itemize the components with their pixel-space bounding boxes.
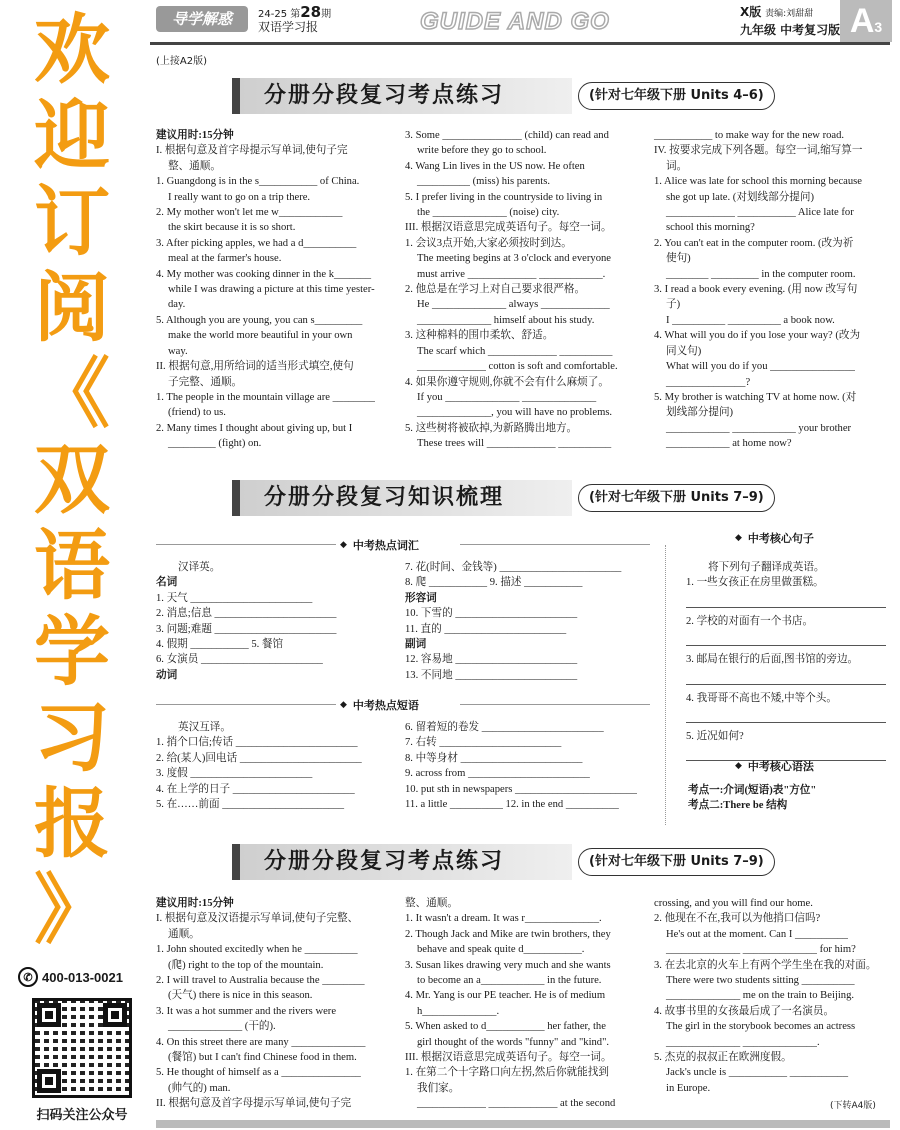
section2-scope: (针对七年级下册 Units 7–9) (578, 484, 775, 512)
text-line: 5. 在……前面 _______________________ (156, 799, 345, 811)
text-line: 4. On this street there are many ______________ (156, 1036, 366, 1048)
text-line: The scarf which _____________ __________ (417, 345, 613, 357)
text-line: 13. 不同地 _______________________ (405, 669, 578, 681)
column-divider (665, 545, 666, 825)
phrase-heading: ◆ 中考热点短语 (340, 699, 419, 712)
text-line: the skirt because it is so short. (168, 222, 296, 234)
continued-from: (上接A2版) (156, 56, 208, 67)
text-line: 1. 天气 _______________________ (156, 592, 313, 604)
text-line: 2. Though Jack and Mike are twin brothers, they (405, 928, 611, 940)
text-line: must arrive _____________ ____________. (417, 268, 606, 280)
text-line: 汉译英。 (178, 562, 221, 573)
banner-char: 订 (34, 177, 110, 266)
phone-icon: ✆ (18, 967, 38, 987)
text-line: IV. 按要求完成下列各题。每空一词,缩写算一 (654, 145, 863, 157)
text-line: 1. Alice was late for school this morning because (654, 176, 862, 188)
text-line: _______________? (666, 376, 751, 388)
text-line: 考点一:介词(短语)表"方位" (688, 785, 817, 796)
issue-year: 24-25 第 (258, 9, 301, 20)
text-line: 2. 学校的对面有一个书店。 (686, 614, 886, 646)
text-line: 3. Susan likes drawing very much and she wants (405, 959, 611, 971)
slogan: GUIDE AND GO (420, 8, 610, 35)
editor: 责编:刘甜甜 (765, 9, 814, 19)
edition: X版 (740, 5, 762, 19)
text-line: (餐馆) but I can't find Chinese food in them. (168, 1052, 357, 1064)
text-line: 5. 近况如何? (686, 729, 886, 761)
text-line: __________ (miss) his parents. (417, 176, 551, 188)
text-line: 4. Mr. Yang is our PE teacher. He is of medium (405, 990, 606, 1002)
grade: 九年级 中考复习版 (740, 23, 841, 37)
text-line: 1. John shouted excitedly when he __________ (156, 944, 358, 956)
text-line: _________ (fight) on. (168, 438, 262, 450)
text-line: 5. Although you are young, you can s_________ (156, 314, 363, 326)
text-line: If you ______________ ______________ (417, 391, 597, 403)
text-line: 2. 消息;信息 _______________________ (156, 608, 337, 620)
section3-col1 (156, 896, 388, 1112)
text-line: 6. 女演员 _______________________ (156, 654, 323, 666)
text-line: 3. 问题;难题 _______________________ (156, 623, 337, 635)
text-line: 副词 (405, 639, 427, 651)
text-line: 5. I prefer living in the countryside to living in (405, 191, 603, 203)
section3-title: 分册分段复习考点练习 (232, 844, 572, 880)
text-line: ______________ (干的). (168, 1021, 276, 1033)
text-line: The meeting begins at 3 o'clock and everyone (417, 253, 611, 265)
banner-char: 学 (34, 607, 110, 696)
text-line: 3. 这种棉料的围巾柔软、舒适。 (405, 330, 554, 342)
banner-char: 阅 (34, 263, 110, 352)
edition-info (740, 4, 840, 38)
text-line: Jack's uncle is ___________ ___________ (666, 1067, 848, 1079)
text-line: 5. My brother is watching TV at home now. (对 (654, 391, 857, 403)
page-number (840, 0, 892, 42)
banner-char: 报 (34, 779, 110, 868)
text-line: she got up late. (对划线部分提问) (666, 191, 814, 203)
banner-char: 》 (34, 865, 110, 954)
text-line: write before they go to school. (417, 145, 547, 157)
text-line: (friend) to us. (168, 407, 226, 419)
section2-title-bar (232, 480, 812, 516)
text-line: I. 根据句意及首字母提示写单词,使句子完 (156, 145, 348, 157)
text-line: to become an a____________ in the future. (417, 975, 602, 987)
text-line: 10. 下雪的 _______________________ (405, 608, 578, 620)
text-line: _____________ ___________ Alice late for (666, 207, 854, 219)
text-line: 6. 留着短的卷发 _______________________ (405, 722, 604, 733)
paper-name: 双语学习报 (258, 20, 319, 34)
text-line: 1. 在第二个十字路口向左拐,然后你就能找到 (405, 1067, 609, 1079)
header-rule (150, 42, 890, 45)
text-line: meal at the farmer's house. (168, 253, 282, 265)
text-line: (帅气的) man. (168, 1082, 231, 1094)
text-line: 划线部分提问) (666, 407, 734, 419)
text-line: ____________ at home now? (666, 438, 792, 450)
text-line: 3. I read a book every evening. (用 now 改写句 (654, 284, 858, 296)
vocab-col-a (156, 560, 396, 683)
qr-code[interactable] (32, 998, 132, 1098)
text-line: 子) (666, 299, 681, 311)
text-line: 整、通顺。 (405, 898, 458, 909)
banner-char: 习 (34, 693, 110, 782)
text-line: _____________ _____________ at the second (417, 1098, 616, 1110)
banner-char: 欢 (34, 5, 110, 94)
text-line: 3. It was a hot summer and the rivers were (156, 1005, 337, 1017)
text-line: 1. 捎个口信;传话 _______________________ (156, 737, 358, 749)
text-line: 同义句) (666, 345, 702, 357)
text-line: 2. My mother won't let me w____________ (156, 207, 343, 219)
text-line: III. 根据汉语意思完成英语句子。每空一词。 (405, 222, 612, 234)
issue-number: 28 (300, 3, 322, 21)
text-line: 8. 爬 ___________ 9. 描述 ___________ (405, 577, 583, 589)
text-line: 词。 (666, 160, 688, 172)
text-line: 7. 右转 _______________________ (405, 737, 562, 749)
text-line: _____________ cotton is soft and comfortable. (417, 361, 618, 373)
text-line: 3. After picking apples, we had a d__________ (156, 237, 357, 249)
text-line: 子完整、通顺。 (168, 376, 243, 388)
text-line: 整、通顺。 (168, 160, 221, 172)
section1-title: 分册分段复习考点练习 (232, 78, 572, 114)
text-line: These trees will _____________ __________ (417, 438, 612, 450)
text-line: I really want to go on a trip there. (168, 191, 311, 203)
text-line: 3. Some _______________ (child) can read and (405, 130, 609, 141)
section1-col3 (654, 128, 888, 452)
banner-char: 语 (34, 521, 110, 610)
banner-char: 双 (34, 435, 110, 524)
text-line: ______________ himself about his study. (417, 314, 595, 326)
issue-info (258, 3, 332, 35)
text-line: What will you do if you ________________ (666, 361, 855, 373)
text-line: 3. 邮局在银行的后面,图书馆的旁边。 (686, 652, 886, 684)
text-line: 4. 假期 ___________ 5. 餐馆 (156, 639, 284, 651)
qr-caption: 扫码关注公众号 (36, 1108, 128, 1123)
diamond-icon: ◆ (340, 700, 347, 710)
text-line: 5. 这些树将被砍掉,为新路腾出地方。 (405, 422, 578, 434)
text-line: 5. 杰克的叔叔正在欧洲度假。 (654, 1052, 792, 1064)
section1-col2 (405, 128, 639, 452)
text-line: 英汉互译。 (178, 722, 231, 733)
text-line: school this morning? (666, 222, 755, 234)
text-line: 2. You can't eat in the computer room. (改为祈 (654, 237, 854, 249)
text-line: 12. 容易地 _______________________ (405, 654, 578, 666)
text-line: h______________. (417, 1005, 500, 1017)
text-line: 1. 一些女孩正在房里做蛋糕。 (686, 575, 886, 607)
section1-scope: (针对七年级下册 Units 4–6) (578, 82, 775, 110)
text-line: day. (168, 299, 186, 311)
text-line: 5. When asked to d___________ her father, the (405, 1021, 606, 1033)
text-line: 1. Guangdong is in the s___________ of China. (156, 176, 360, 188)
text-line: 8. 中等身材 _______________________ (405, 752, 583, 764)
diamond-icon: ◆ (735, 533, 742, 543)
vocab-col-b (405, 560, 645, 683)
text-line: while I was drawing a picture at this time yester- (168, 284, 375, 296)
text-line: 2. I will travel to Australia because the ________ (156, 975, 365, 987)
text-line: ____________ ____________ your brother (666, 422, 852, 434)
continued-to: (下转A4版) (830, 1101, 876, 1111)
text-line: ______________ me on the train to Beijing. (666, 990, 855, 1002)
section3-scope: (针对七年级下册 Units 7–9) (578, 848, 775, 876)
page-digit: 3 (874, 19, 883, 35)
text-line: 4. 在上学的日子 _______________________ (156, 783, 355, 795)
diamond-icon: ◆ (340, 540, 347, 550)
text-line: 3. 度假 _______________________ (156, 768, 313, 780)
footer-bar (156, 1120, 890, 1128)
section1-col1 (156, 128, 388, 452)
text-line: ______________ ______________ for him? (666, 944, 856, 956)
text-line: He's out at the moment. Can I __________ (666, 928, 848, 940)
text-line: He ______________ always _____________ (417, 299, 610, 311)
text-line: 使句) (666, 253, 691, 265)
divider (460, 544, 650, 545)
text-line: 我们家。 (417, 1082, 460, 1094)
text-line: 形容词 (405, 592, 437, 604)
text-line: 考点二:There be 结构 (688, 800, 788, 812)
banner-char: 迎 (34, 91, 110, 180)
text-line: 建议用时:15分钟 (156, 130, 234, 141)
text-line: 10. put sth in newspapers _______________________ (405, 783, 637, 795)
sentence-list (686, 560, 886, 767)
text-line: behave and speak quite d___________. (417, 944, 585, 956)
text-line: make the world more beautiful in your own (168, 330, 353, 342)
text-line: 4. My mother was cooking dinner in the k_______ (156, 268, 372, 280)
text-line: 4. 如果你遵守规则,你就不会有什么麻烦了。 (405, 376, 609, 388)
phrase-col-b (405, 720, 645, 812)
divider (460, 704, 650, 705)
subscribe-banner (0, 0, 150, 1130)
section3-col2 (405, 896, 639, 1112)
vocab-heading: ◆ 中考热点词汇 (340, 539, 419, 552)
diamond-icon: ◆ (735, 761, 742, 771)
text-line: III. 根据汉语意思完成英语句子。每空一词。 (405, 1052, 612, 1064)
text-line: 动词 (156, 669, 178, 681)
text-line: 4. 故事书里的女孩最后成了一名演员。 (654, 1005, 835, 1017)
text-line: 1. It wasn't a dream. It was r______________. (405, 913, 602, 925)
text-line: I __________ __________ a book now. (666, 314, 835, 326)
text-line: 4. Wang Lin lives in the US now. He often (405, 160, 585, 172)
text-line: ______________, you will have no problems. (417, 407, 613, 419)
text-line: ___________ to make way for the new road. (654, 130, 845, 141)
text-line: 名词 (156, 577, 178, 589)
section1-title-bar (232, 78, 812, 114)
section2-title: 分册分段复习知识梳理 (232, 480, 572, 516)
page-header (150, 0, 900, 44)
text-line: way. (168, 345, 188, 357)
text-line: girl thought of the words "funny" and "kind". (417, 1036, 610, 1048)
divider (156, 544, 336, 545)
text-line: The girl in the storybook becomes an actress (666, 1021, 856, 1033)
text-line: 2. 他现在不在,我可以为他捎口信吗? (654, 913, 821, 925)
text-line: ________ _________ in the computer room. (666, 268, 856, 280)
text-line: II. 根据句意及首字母提示写单词,使句子完 (156, 1098, 352, 1110)
banner-char: 《 (34, 349, 110, 438)
text-line: 通顺。 (168, 928, 200, 940)
grammar-heading: ◆ 中考核心语法 (735, 760, 814, 773)
text-line: 2. 他总是在学习上对自己要求很严格。 (405, 284, 586, 296)
text-line: 9. across from _______________________ (405, 768, 590, 780)
page-letter: A (849, 2, 875, 40)
text-line: 7. 花(时间、金钱等) _______________________ (405, 562, 622, 573)
text-line: 建议用时:15分钟 (156, 898, 234, 909)
paper-logo: 导学解惑 (156, 6, 248, 32)
text-line: 4. 我哥哥不高也不矮,中等个头。 (686, 691, 886, 723)
text-line: There were two students sitting __________ (666, 975, 855, 987)
hotline-number: 400-013-0021 (42, 969, 123, 985)
text-line: crossing, and you will find our home. (654, 898, 813, 909)
section3-col3 (654, 896, 888, 1096)
hotline (18, 965, 148, 989)
grammar-list (688, 783, 888, 814)
text-line: 1. 会议3点开始,大家必须按时到达。 (405, 237, 572, 249)
text-line: 3. 在去北京的火车上有两个学生坐在我的对面。 (654, 959, 877, 971)
text-line: the ______________ (noise) city. (417, 207, 560, 219)
sentence-heading: ◆ 中考核心句子 (735, 532, 814, 545)
text-line: I. 根据句意及汉语提示写单词,使句子完整、 (156, 913, 359, 925)
text-line: (爬) right to the top of the mountain. (168, 959, 324, 971)
text-line: in Europe. (666, 1082, 711, 1094)
text-line: 将下列句子翻译成英语。 (708, 562, 825, 573)
divider (156, 704, 336, 705)
text-line: II. 根据句意,用所给词的适当形式填空,使句 (156, 361, 354, 373)
text-line: (天气) there is nice in this season. (168, 990, 313, 1002)
text-line: 11. 直的 _______________________ (405, 623, 567, 635)
text-line: ______________ ______________. (666, 1036, 820, 1048)
section3-title-bar (232, 844, 812, 880)
phrase-col-a (156, 720, 396, 812)
issue-suffix: 期 (321, 9, 332, 20)
text-line: 1. The people in the mountain village are ________ (156, 391, 375, 403)
text-line: 2. 给(某人)回电话 _______________________ (156, 752, 362, 764)
text-line: 2. Many times I thought about giving up, but I (156, 422, 353, 434)
text-line: 5. He thought of himself as a _______________ (156, 1067, 361, 1079)
text-line: 4. What will you do if you lose your way? (改为 (654, 330, 861, 342)
text-line: 11. a little __________ 12. in the end __________ (405, 799, 619, 811)
